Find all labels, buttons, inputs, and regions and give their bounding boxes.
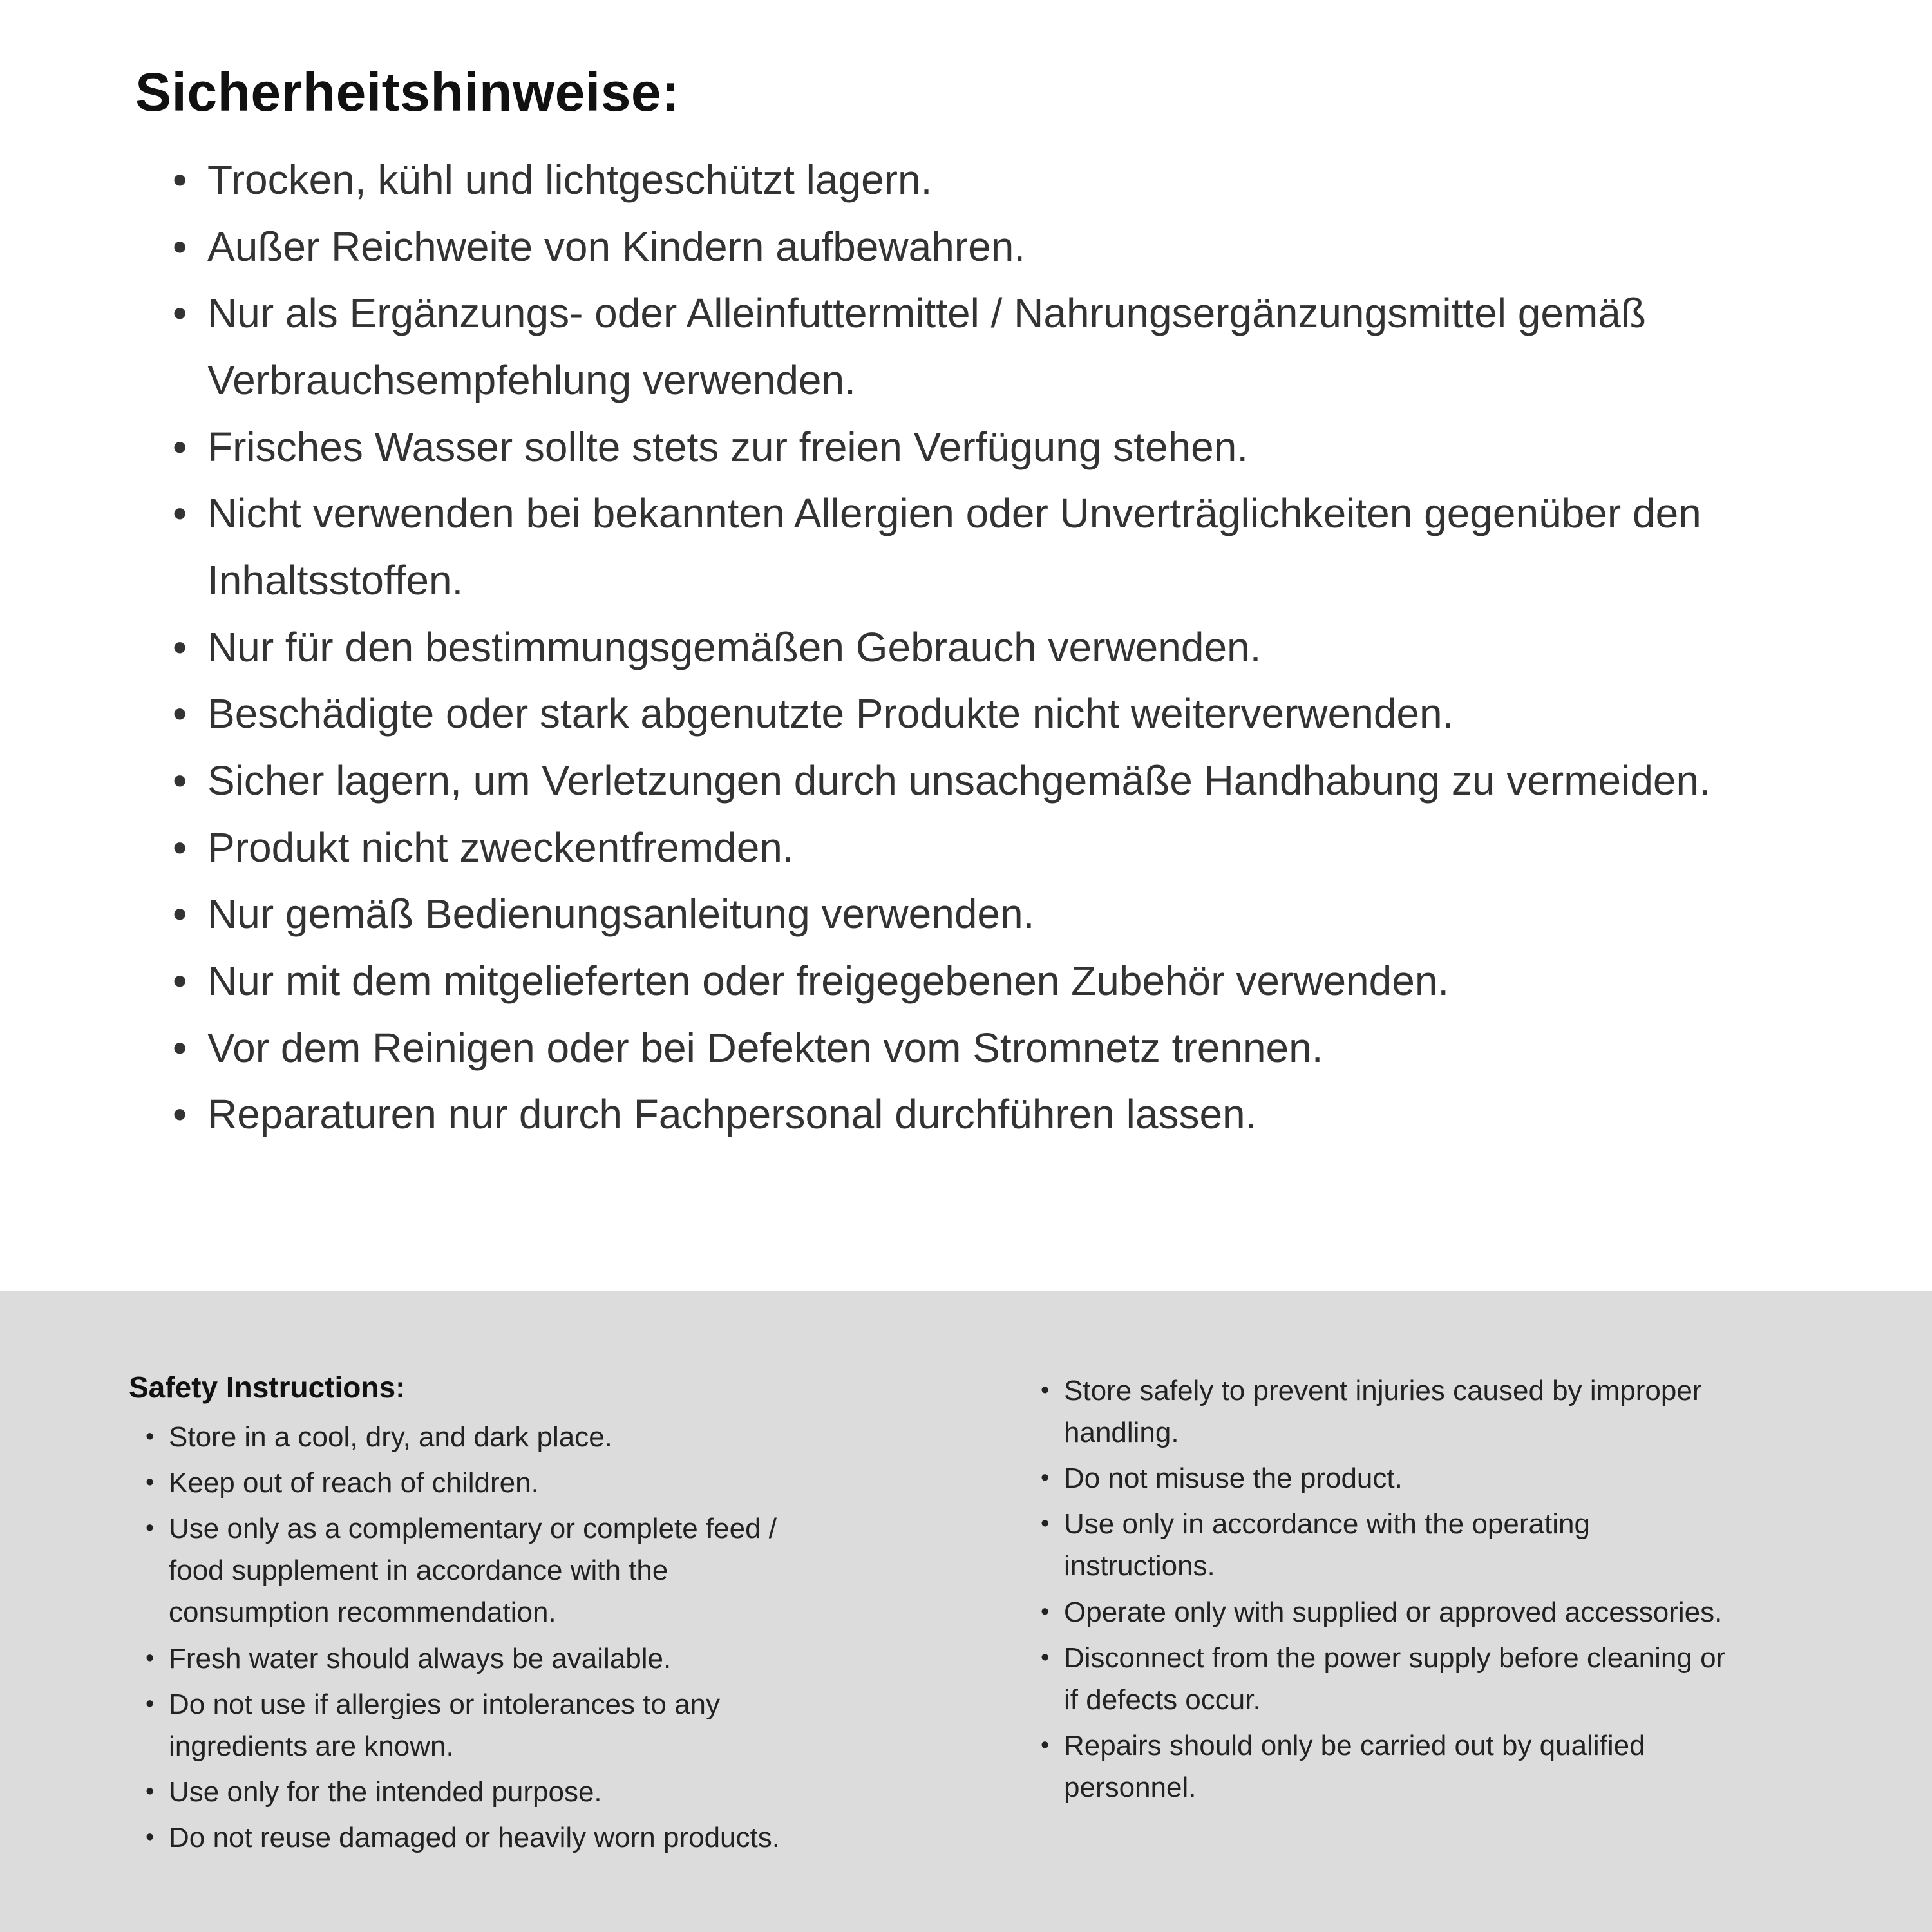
- list-item: • Nur als Ergänzungs- oder Alleinfuttermittel / Nahrungsergänzungsmittel gemäß Verbrauchsempfehlung verwenden.: [135, 280, 1753, 413]
- english-left-column: [129, 1370, 831, 1862]
- english-safety-list-right: [1024, 1370, 1739, 1808]
- list-item: • Trocken, kühl und lichtgeschützt lagern.: [135, 147, 1753, 214]
- english-safety-list-left: [129, 1416, 831, 1859]
- list-item: • Produkt nicht zweckentfremden.: [135, 815, 1753, 882]
- list-item: • Operate only with supplied or approved accessories.: [1024, 1591, 1739, 1633]
- list-item: • Store in a cool, dry, and dark place.: [129, 1416, 831, 1458]
- list-item: • Nicht verwenden bei bekannten Allergien oder Unverträglichkeiten gegenüber den Inhaltsstoffen.: [135, 480, 1753, 614]
- list-item: • Do not reuse damaged or heavily worn products.: [129, 1817, 831, 1859]
- list-item: • Do not misuse the product.: [1024, 1457, 1739, 1499]
- list-item: • Use only in accordance with the operating instructions.: [1024, 1503, 1739, 1587]
- list-item: • Frisches Wasser sollte stets zur freien Verfügung stehen.: [135, 414, 1753, 481]
- list-item: • Fresh water should always be available.: [129, 1638, 831, 1680]
- list-item: • Keep out of reach of children.: [129, 1462, 831, 1504]
- german-section-heading: Sicherheitshinweise:: [135, 62, 680, 122]
- list-item: • Beschädigte oder stark abgenutzte Produkte nicht weiterverwenden.: [135, 681, 1753, 748]
- list-item: • Außer Reichweite von Kindern aufbewahren.: [135, 214, 1753, 281]
- list-item: • Store safely to prevent injuries caused by improper handling.: [1024, 1370, 1739, 1454]
- list-item: • Repairs should only be carried out by qualified personnel.: [1024, 1725, 1739, 1808]
- english-right-column: [1024, 1370, 1739, 1812]
- list-item: • Disconnect from the power supply before cleaning or if defects occur.: [1024, 1637, 1739, 1721]
- german-safety-list: [135, 147, 1758, 1148]
- list-item: • Nur gemäß Bedienungsanleitung verwenden.: [135, 881, 1753, 948]
- english-safety-section: [0, 1291, 1932, 1932]
- list-item: • Do not use if allergies or intolerances to any ingredients are known.: [129, 1683, 831, 1767]
- list-item: • Reparaturen nur durch Fachpersonal durchführen lassen.: [135, 1081, 1753, 1148]
- list-item: • Sicher lagern, um Verletzungen durch unsachgemäße Handhabung zu vermeiden.: [135, 748, 1753, 815]
- list-item: • Vor dem Reinigen oder bei Defekten vom Stromnetz trennen.: [135, 1015, 1753, 1082]
- list-item: • Nur mit dem mitgelieferten oder freigegebenen Zubehör verwenden.: [135, 948, 1753, 1015]
- list-item: • Use only as a complementary or complete feed / food supplement in accordance with the consumption recommendation.: [129, 1508, 831, 1633]
- list-item: • Use only for the intended purpose.: [129, 1771, 831, 1813]
- list-item: • Nur für den bestimmungsgemäßen Gebrauch verwenden.: [135, 614, 1753, 681]
- english-section-heading: Safety Instructions:: [129, 1370, 406, 1404]
